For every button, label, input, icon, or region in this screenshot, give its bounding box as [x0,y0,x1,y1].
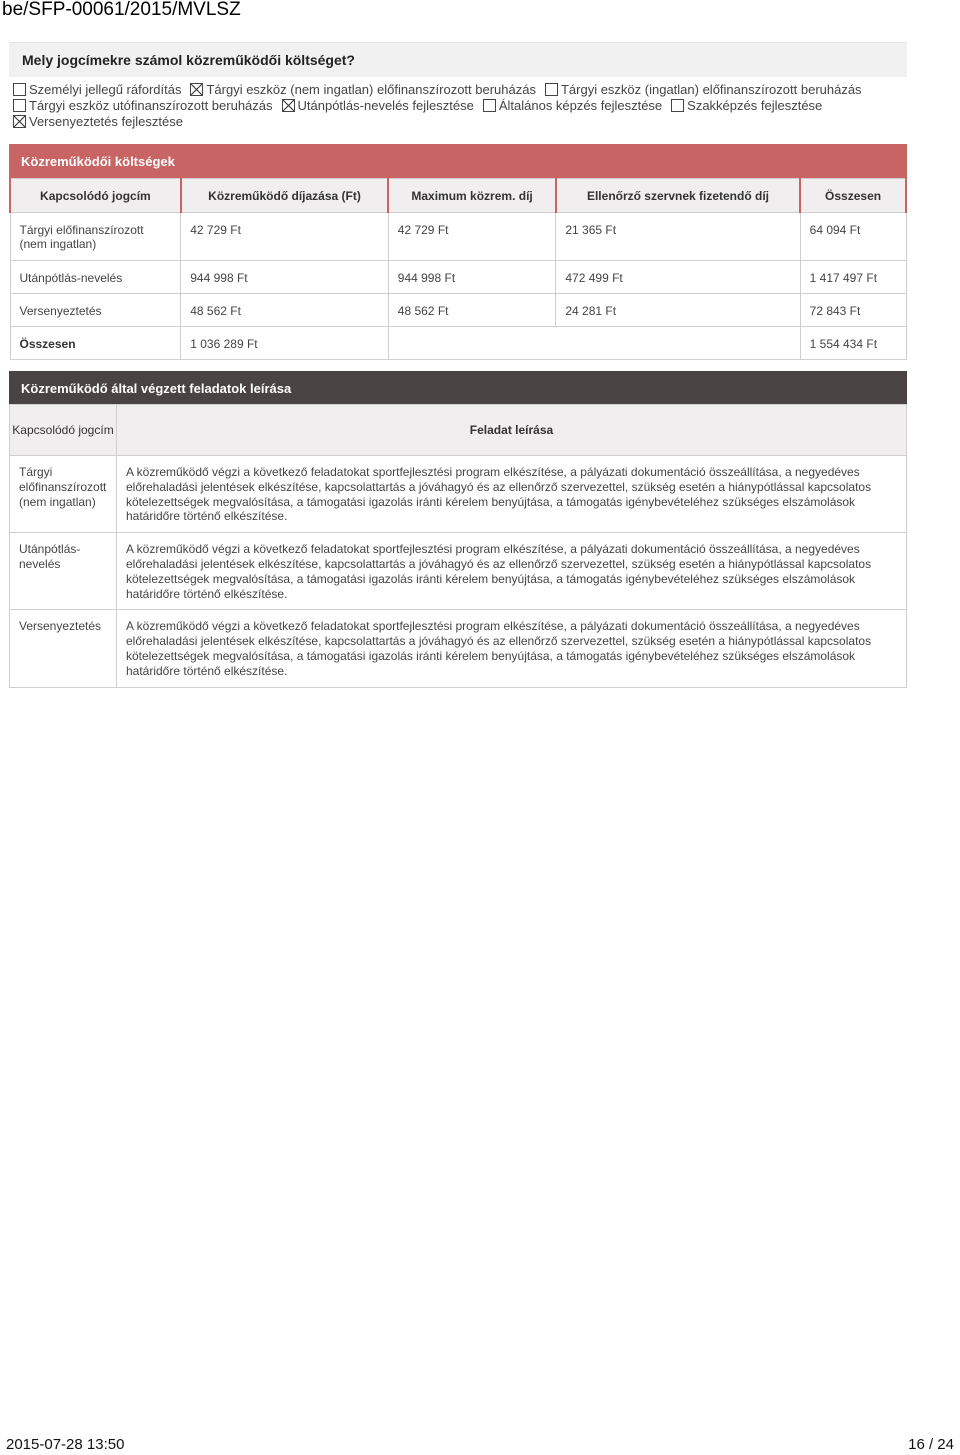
table-row [10,610,907,687]
header-kozremukodo-dijazasa: Közreműködő díjazása (Ft) [181,179,389,213]
footer-page-number: 16 / 24 [908,1436,954,1453]
costs-table [9,178,907,360]
table-row [10,294,906,327]
costs-section-title: Közreműködői költségek [21,154,175,169]
cell-jogcim: Tárgyi előfinanszírozott (nem ingatlan) [10,213,181,261]
checkbox-option[interactable] [190,82,536,97]
checkbox-label: Szakképzés fejlesztése [687,98,823,113]
document-id: be/SFP-00061/2015/MVLSZ [2,0,241,20]
checkbox-option[interactable] [671,98,822,113]
footer-datetime: 2015-07-28 13:50 [6,1436,125,1453]
cell-ellenorzo: 24 281 Ft [556,294,800,327]
table-row [10,456,907,533]
checkbox-option[interactable] [13,114,183,129]
table-row [10,261,906,294]
checkbox-unchecked-icon[interactable] [671,99,684,112]
checkbox-label: Személyi jellegű ráfordítás [29,82,182,97]
header-ellenorzo-dij: Ellenőrző szervnek fizetendő díj [556,179,800,213]
cell-jogcim: Utánpótlás-nevelés [10,261,181,294]
table-row [10,533,907,610]
cell-jogcim: Versenyeztetés [10,610,117,687]
total-osszesen: 1 554 434 Ft [800,327,906,360]
total-dijazas: 1 036 289 Ft [181,327,389,360]
checkbox-unchecked-icon[interactable] [483,99,496,112]
checkbox-label: Tárgyi eszköz utófinanszírozott beruházás [29,98,273,113]
checkbox-checked-icon[interactable] [190,83,203,96]
cell-dijazas: 42 729 Ft [181,213,389,261]
question-header [9,42,907,77]
cell-maximum: 48 562 Ft [388,294,556,327]
checkbox-label: Tárgyi eszköz (nem ingatlan) előfinanszírozott beruházás [206,82,536,97]
checkbox-label: Utánpótlás-nevelés fejlesztése [297,98,474,113]
cell-dijazas: 944 998 Ft [181,261,389,294]
cell-dijazas: 48 562 Ft [181,294,389,327]
checkbox-option[interactable] [13,82,181,97]
cell-osszesen: 64 094 Ft [800,213,906,261]
costs-section-header [9,144,907,178]
total-label: Összesen [10,327,181,360]
cell-ellenorzo: 21 365 Ft [556,213,800,261]
cell-leiras: A közreműködő végzi a következő feladatokat sportfejlesztési program elkészítése, a pályázati dokumentáció összeállítása, a negyedéves előrehaladási jelentések elkészítése, kapcsolattartás a jóváhagyó és az ellenőrző szervezettel, szükség esetén a hiánypótlással kapcsolatos kötelezettségek megvalósítása, a támogatási igazolás iránti kérelem benyújtása, a támogatás igénybevételéhez szükséges elszámolások határidőre történő elkészítése. [116,533,906,610]
total-empty [388,327,800,360]
cell-maximum: 944 998 Ft [388,261,556,294]
table-row [10,213,906,261]
cell-maximum: 42 729 Ft [388,213,556,261]
header-feladat-leirasa: Feladat leírása [116,405,906,456]
header-osszesen: Összesen [800,179,906,213]
cell-ellenorzo: 472 499 Ft [556,261,800,294]
checkbox-option[interactable] [282,98,474,113]
checkbox-unchecked-icon[interactable] [13,99,26,112]
tasks-section-header [9,371,907,404]
cell-osszesen: 72 843 Ft [800,294,906,327]
question-title: Mely jogcímekre számol közreműködői költséget? [22,52,355,68]
header-kapcsolodo-jogcim: Kapcsolódó jogcím [10,405,117,456]
cell-jogcim: Tárgyi előfinanszírozott (nem ingatlan) [10,456,117,533]
header-kapcsolodo-jogcim: Kapcsolódó jogcím [10,179,181,213]
tasks-section-title: Közreműködő által végzett feladatok leírása [21,381,292,396]
cell-leiras: A közreműködő végzi a következő feladatokat sportfejlesztési program elkészítése, a pályázati dokumentáció összeállítása, a negyedéves előrehaladási jelentések elkészítése, kapcsolattartás a jóváhagyó és az ellenőrző szervezettel, szükség esetén a hiánypótlással kapcsolatos kötelezettségek megvalósítása, a támogatási igazolás iránti kérelem benyújtása, a támogatás igénybevételéhez szükséges elszámolások határidőre történő elkészítése. [116,456,906,533]
checkbox-unchecked-icon[interactable] [13,83,26,96]
checkbox-label: Versenyeztetés fejlesztése [29,114,183,129]
checkbox-label: Általános képzés fejlesztése [498,98,663,113]
header-maximum-dij: Maximum közrem. díj [388,179,556,213]
checkbox-option[interactable] [483,98,662,113]
cell-osszesen: 1 417 497 Ft [800,261,906,294]
checkbox-line [13,98,831,114]
checkbox-line [13,114,192,130]
checkbox-option[interactable] [545,82,862,97]
cell-jogcim: Utánpótlás-nevelés [10,533,117,610]
checkbox-line [13,82,871,98]
total-row [10,327,906,360]
tasks-table [9,404,907,688]
cell-jogcim: Versenyeztetés [10,294,181,327]
tasks-header-row [10,405,907,456]
checkbox-checked-icon[interactable] [13,115,26,128]
cell-leiras: A közreműködő végzi a következő feladatokat sportfejlesztési program elkészítése, a pályázati dokumentáció összeállítása, a negyedéves előrehaladási jelentések elkészítése, kapcsolattartás a jóváhagyó és az ellenőrző szervezettel, szükség esetén a hiánypótlással kapcsolatos kötelezettségek megvalósítása, a támogatási igazolás iránti kérelem benyújtása, a támogatás igénybevételéhez szükséges elszámolások határidőre történő elkészítése. [116,610,906,687]
checkbox-option[interactable] [13,98,273,113]
checkbox-label: Tárgyi eszköz (ingatlan) előfinanszírozott beruházás [560,82,862,97]
checkbox-unchecked-icon[interactable] [545,83,558,96]
checkbox-checked-icon[interactable] [282,99,295,112]
costs-header-row [10,179,906,213]
